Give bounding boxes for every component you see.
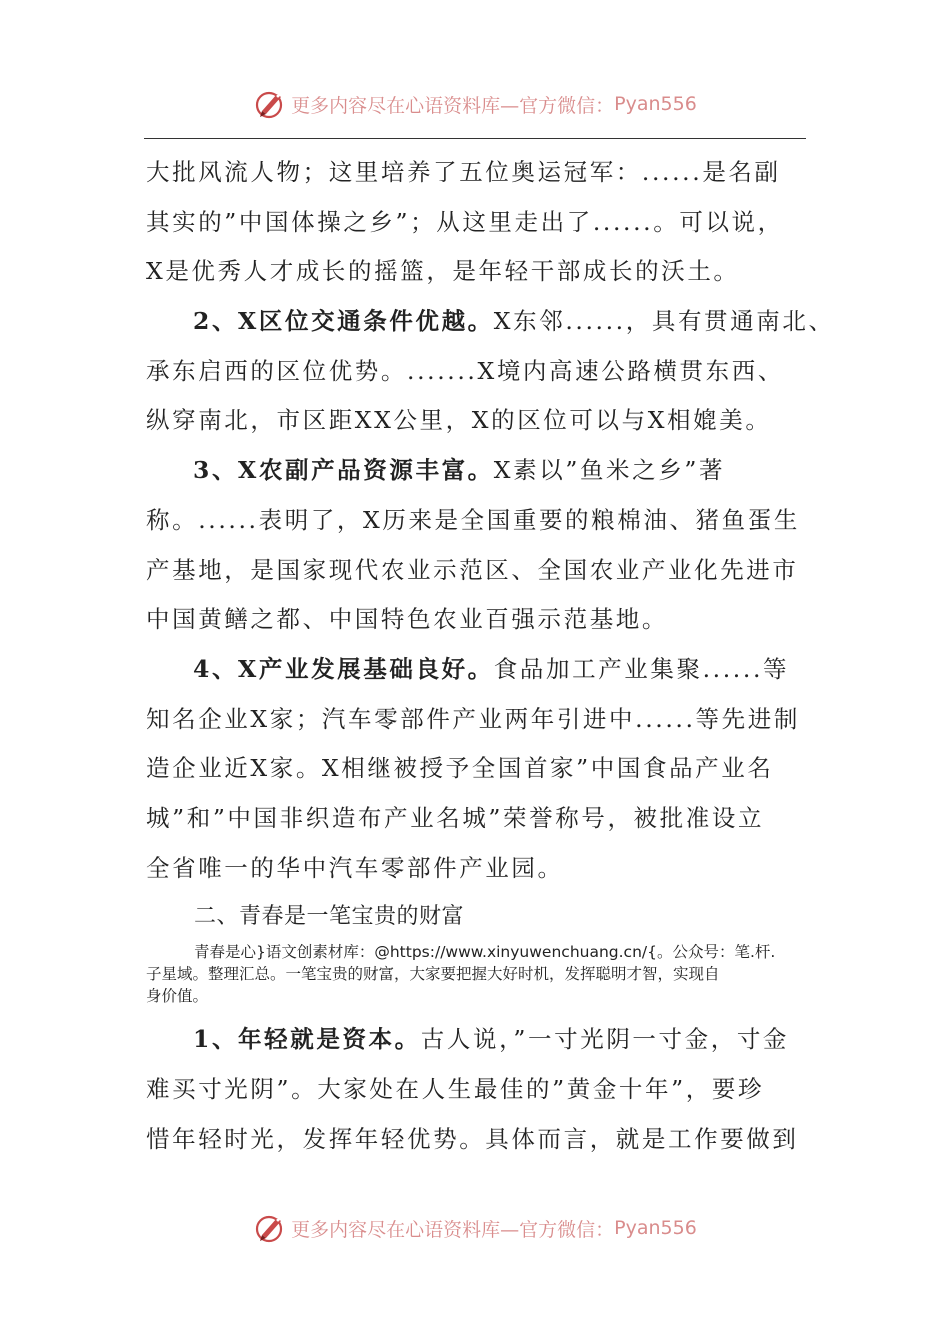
paragraph-4-lead xyxy=(146,645,814,695)
text-line: X是优秀人才成长的摇篮，是年轻干部成长的沃土。 xyxy=(146,257,740,286)
lead-rest: 古人说，”一寸光阴一寸金，寸金 xyxy=(420,1025,790,1054)
text-line: 承东启西的区位优势。.......X境内高速公路横贯东西、 xyxy=(146,356,784,385)
text-line: 知名企业X家；汽车零部件产业两年引进中......等先进制 xyxy=(146,704,800,733)
bold-lead: 3、X农副产品资源丰富。 xyxy=(193,456,494,485)
bold-lead: 2、X区位交通条件优越。 xyxy=(193,307,494,336)
document-body xyxy=(146,148,835,1164)
paragraph-2-lead xyxy=(146,297,835,347)
header-watermark xyxy=(0,84,950,124)
note-line: 子星域。整理汇总。一笔宝贵的财富，大家要把握大好时机，发挥聪明才智，实现自 xyxy=(146,965,720,984)
watermark-text: 更多内容尽在心语资料库—官方微信： xyxy=(291,94,615,117)
watermark-brand: Pyan556 xyxy=(614,1217,697,1239)
footer-watermark xyxy=(0,1208,950,1248)
paragraph-5-lead xyxy=(146,1015,814,1065)
text-line: 惜年轻时光，发挥年轻优势。具体而言，就是工作要做到 xyxy=(146,1124,799,1153)
text-line: 全省唯一的华中汽车零部件产业园。 xyxy=(146,853,564,882)
note-line: 身价值。 xyxy=(146,987,209,1006)
text-line: 产基地，是国家现代农业示范区、全国农业产业化先进市 xyxy=(146,555,799,584)
pen-logo-icon xyxy=(253,1211,287,1245)
pen-logo-icon xyxy=(253,87,287,121)
text-line: 称。......表明了，X历来是全国重要的粮棉油、猪鱼蛋生 xyxy=(146,505,800,534)
lead-rest: X东邻......，具有贯通南北、 xyxy=(493,307,835,336)
lead-rest: 食品加工产业集聚......等 xyxy=(493,654,790,683)
text-line: 其实的”中国体操之乡”；从这里走出了......。可以说， xyxy=(146,207,784,236)
watermark-text: 更多内容尽在心语资料库—官方微信： xyxy=(291,1218,615,1241)
watermark-brand: Pyan556 xyxy=(614,93,697,115)
note-line: 青春是心}语文创素材库：@https://www.xinyuwenchuang.cn/{。公众号：笔.杆. xyxy=(194,943,776,962)
bold-lead: 4、X产业发展基础良好。 xyxy=(193,654,494,683)
text-line: 纵穿南北，市区距XX公里，X的区位可以与X相媲美。 xyxy=(146,406,772,435)
text-line: 难买寸光阴”。大家处在人生最佳的”黄金十年”，要珍 xyxy=(146,1075,765,1103)
bold-lead: 1、年轻就是资本。 xyxy=(193,1025,421,1054)
text-line: 大批风流人物；这里培养了五位奥运冠军：......是名副 xyxy=(146,158,781,186)
text-line: 城”和”中国非织造布产业名城”荣誉称号，被批准设立 xyxy=(146,803,765,832)
paragraph-3-lead xyxy=(146,446,814,496)
text-line: 造企业近X家。X相继被授予全国首家”中国食品产业名 xyxy=(146,754,774,783)
header-divider xyxy=(144,138,806,139)
text-line: 中国黄鳝之都、中国特色农业百强示范基地。 xyxy=(146,605,668,634)
section-heading: 二、青春是一笔宝贵的财富 xyxy=(194,904,465,930)
lead-rest: X素以”鱼米之乡”著 xyxy=(493,456,726,485)
